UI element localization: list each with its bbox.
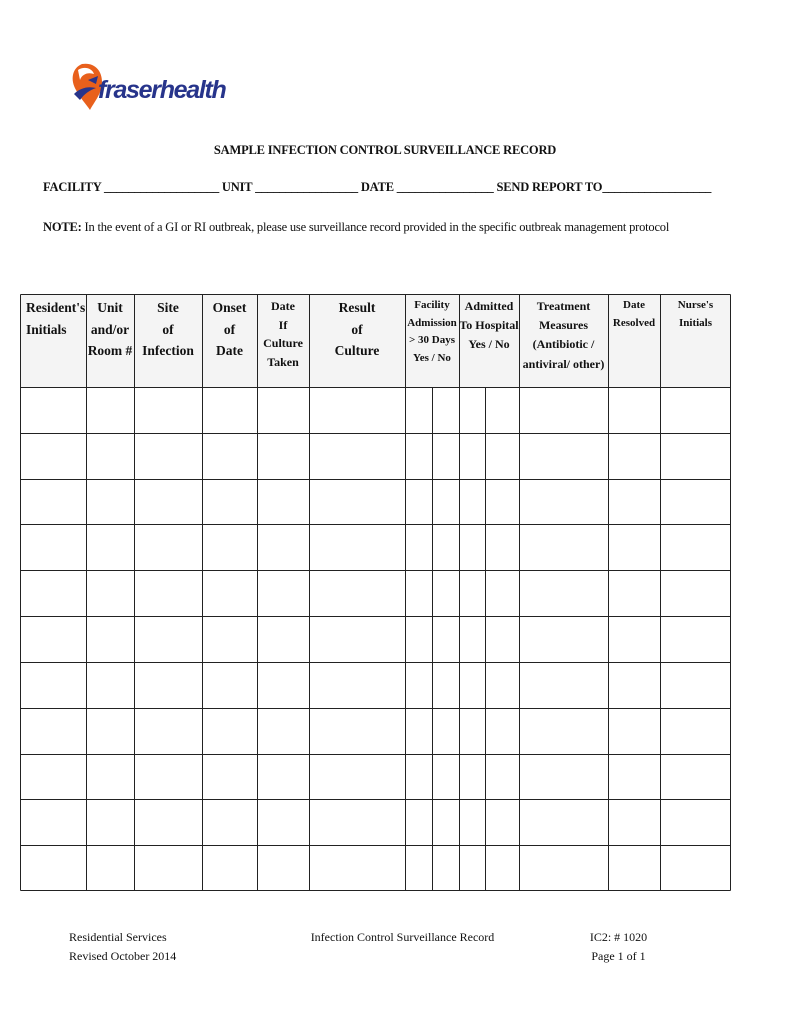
- header-line: Date: [623, 299, 645, 311]
- logo-wordmark: fraserhealth: [98, 76, 226, 104]
- header-line: (Antibiotic /: [532, 337, 595, 352]
- header-line: antiviral/ other): [522, 356, 605, 371]
- fraserhealth-logo: [68, 58, 226, 116]
- header-line: > 30 Days: [409, 334, 455, 347]
- header-line: Measures: [538, 318, 589, 333]
- footer-right: [540, 928, 697, 966]
- footer-record-name: Infection Control Surveillance Record: [310, 930, 495, 944]
- header-line: Date: [216, 343, 243, 359]
- table-grid-lines: [20, 294, 731, 891]
- header-line: Culture: [334, 343, 380, 359]
- header-line: Admitted: [464, 299, 514, 313]
- header-treatment-measures: [519, 297, 608, 374]
- header-line: of: [351, 321, 363, 337]
- header-line: Nurse's: [677, 299, 714, 311]
- header-line: Infection: [142, 343, 194, 359]
- note-text: In the event of a GI or RI outbreak, please use surveillance record provided in the specific outbreak management protocol: [84, 220, 670, 234]
- header-line: Yes / No: [413, 351, 451, 364]
- fraserhealth-logo-mark-icon: [68, 58, 226, 116]
- header-admitted-to-hospital: [459, 297, 519, 355]
- footer-revision: Revised October 2014: [69, 949, 177, 963]
- header-line: Taken: [267, 354, 299, 369]
- header-line: Resident's: [26, 300, 86, 315]
- header-date-culture-taken: [257, 297, 309, 371]
- header-result-of-culture: [309, 297, 405, 362]
- header-line: Culture: [263, 336, 303, 351]
- header-nurses-initials: [660, 297, 731, 332]
- header-line: Admission: [407, 316, 457, 329]
- header-line: Initials: [678, 316, 712, 329]
- header-line: Unit: [97, 300, 123, 315]
- header-line: Site: [157, 300, 179, 315]
- header-line: Resolved: [612, 316, 656, 329]
- footer-page-number: Page 1 of 1: [591, 949, 646, 963]
- header-line: Treatment: [536, 299, 591, 313]
- header-line: If: [278, 317, 288, 332]
- header-onset-of-date: [202, 297, 257, 362]
- header-line: Initials: [26, 321, 67, 337]
- header-line: of: [223, 321, 236, 337]
- facility-unit-date-line: FACILITY ___________________ UNIT _________________ DATE ________________ SEND REPORT TO__________________: [43, 180, 712, 194]
- header-line: To Hospital: [459, 318, 519, 333]
- header-line: Result: [338, 300, 376, 315]
- header-facility-admission: [405, 297, 459, 367]
- header-line: Onset: [212, 300, 247, 315]
- document-title: SAMPLE INFECTION CONTROL SURVEILLANCE RECORD: [213, 143, 557, 157]
- footer-department: Residential Services: [69, 930, 167, 944]
- header-unit-room: [86, 297, 134, 362]
- outbreak-note: [43, 220, 669, 235]
- header-line: Facility: [414, 299, 450, 311]
- header-line: Yes / No: [468, 337, 510, 352]
- header-residents-initials: [26, 297, 86, 340]
- header-site-of-infection: [134, 297, 202, 362]
- header-line: Date: [271, 299, 295, 313]
- header-line: Room #: [87, 343, 133, 359]
- surveillance-table: [20, 294, 731, 891]
- header-date-resolved: [608, 297, 660, 332]
- footer-form-number: IC2: # 1020: [589, 930, 648, 944]
- note-label: NOTE:: [43, 220, 82, 234]
- header-line: and/or: [90, 321, 130, 337]
- header-line: of: [162, 321, 174, 337]
